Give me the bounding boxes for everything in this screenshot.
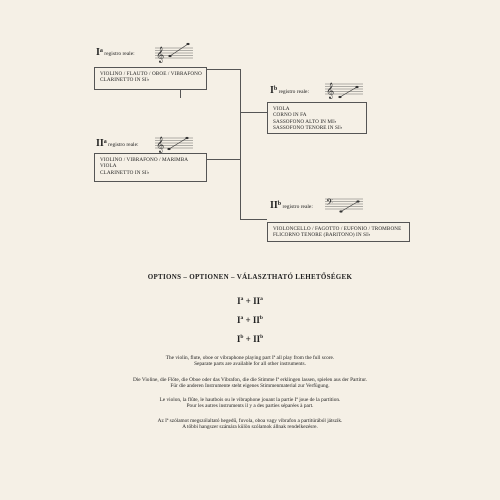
instrument-line: SASSOFONO TENORE IN SI♭ xyxy=(273,125,343,132)
treble-staff-icon xyxy=(155,42,195,62)
instrument-line: CORNO IN FA xyxy=(273,112,307,119)
treble-staff-icon xyxy=(155,132,195,152)
instrument-line: SASSOFONO ALTO IN MI♭ xyxy=(273,118,337,125)
instrument-line: VIOLINO / FLAUTO / OBOE / VIBRAFONO xyxy=(100,71,202,77)
instrument-line: VIOLA xyxy=(100,163,117,170)
connector-line xyxy=(240,219,267,220)
svg-text:𝄞: 𝄞 xyxy=(156,137,165,153)
register-label-Ib: $I^b$ registro reale: xyxy=(270,85,310,96)
instrument-line: VIOLINO / VIBRAFONO / MARIMBA xyxy=(100,157,189,163)
instrument-box-Ia xyxy=(94,67,207,90)
note-en: The violin, flute, oboe or vibraphone playing part Iª all play from the full score. Separate parts are available for all other instruments. xyxy=(165,355,335,368)
instrument-box-Ib xyxy=(267,102,367,134)
svg-text:𝄢: 𝄢 xyxy=(326,197,334,210)
register-label-Ia: $I^a$ registro reale: xyxy=(96,47,135,58)
svg-text:𝄞: 𝄞 xyxy=(156,47,165,63)
register-label-IIb: $II^b$ registro reale: xyxy=(270,200,313,211)
option-combo: $I^a + II^b$ xyxy=(237,315,263,325)
svg-text:𝄞: 𝄞 xyxy=(326,83,335,99)
instrument-line: VIOLONCELLO / FAGOTTO / EUFONIO / TROMBONE xyxy=(273,226,402,232)
treble-staff-icon xyxy=(325,78,365,98)
instrument-line: VIOLA xyxy=(273,106,290,112)
register-label-IIa: $II^a$ registro reale: xyxy=(96,138,139,149)
connector-line xyxy=(240,69,241,219)
note-de: Die Violine, die Flöte, die Oboe oder das Vibrafon, die die Stimme Iª erklingen lassen, spielen aus der Partitur. Für die anderen Instrumente steht eigenes Stimmenmaterial zur Verfügung. xyxy=(132,377,368,390)
instrument-box-IIb xyxy=(267,222,410,242)
instrument-line: FLICORNO TENORE (BARITONO) IN SI♭ xyxy=(273,232,371,239)
note-fr: Le violon, la flûte, le hautbois ou le vibraphone jouant la partie Iª joue de la partition. Pour les autres instruments il y a des parties séparées à part. xyxy=(159,397,341,410)
bass-staff-icon xyxy=(325,193,365,213)
instrument-box-IIa xyxy=(94,153,207,182)
instrument-line: CLARINETTO IN SI♭ xyxy=(100,169,150,176)
options-title: OPTIONS – OPTIONEN – VÁLASZTHATÓ LEHETŐSÉGEK xyxy=(147,273,353,281)
option-combo: $I^a + II^a$ xyxy=(237,296,263,306)
note-hu: Az Iª szólamot megszólaltató hegedű, fuvola, oboa vagy vibrafon a partitúrából játszik. A többi hangszer számára külön szólamok állnak rendelkezésre. xyxy=(157,418,343,431)
connector-line xyxy=(240,112,267,113)
instrument-line: CLARINETTO IN SI♭ xyxy=(100,77,150,84)
option-combo: $I^b + II^b$ xyxy=(236,334,264,344)
